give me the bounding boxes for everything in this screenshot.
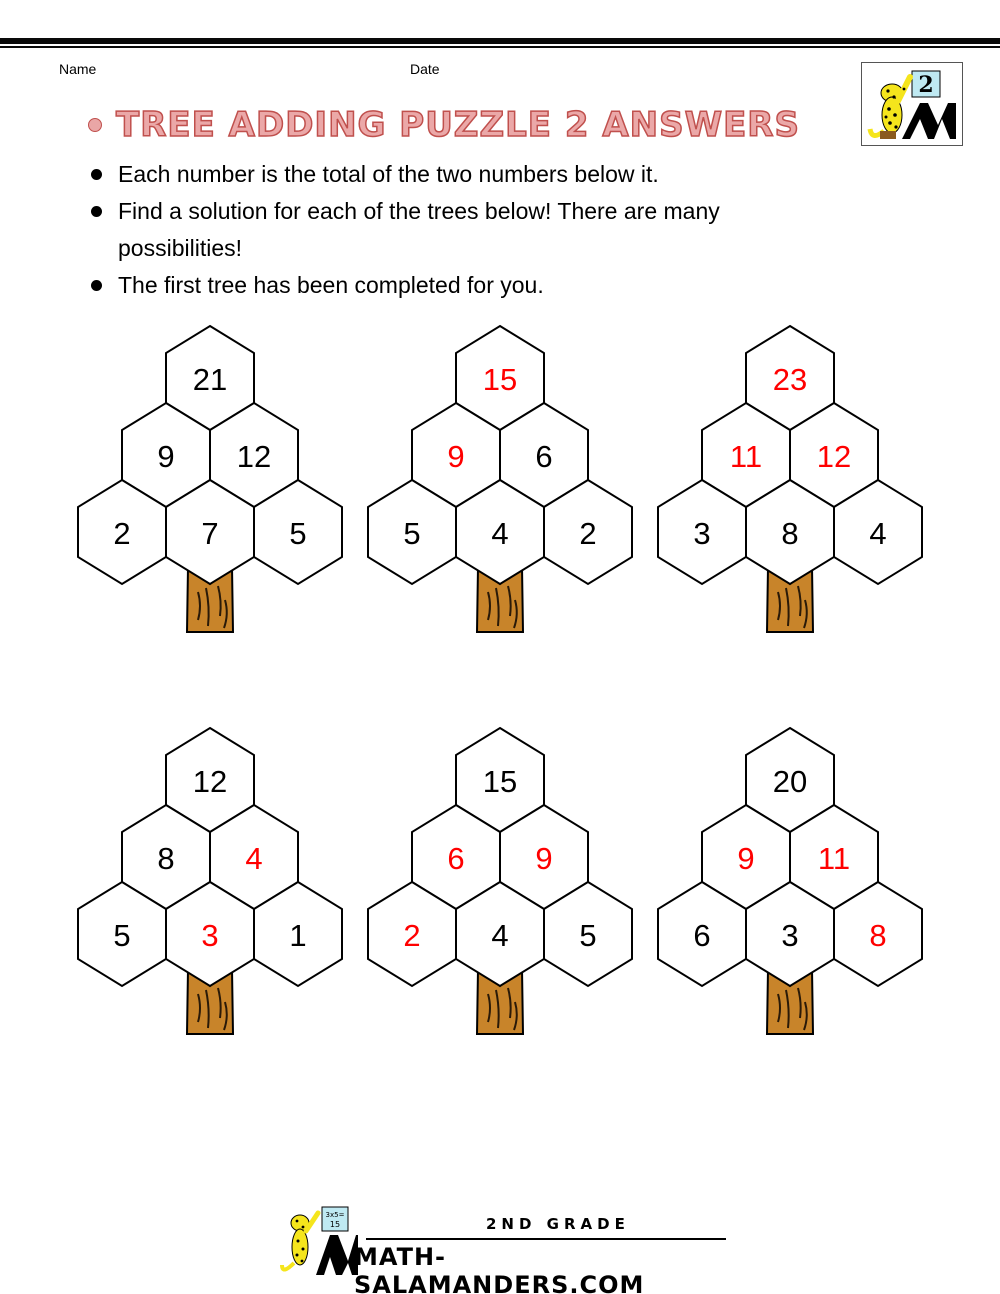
given-number: 6 [693, 918, 711, 953]
footer-logo [278, 1205, 728, 1294]
tree-puzzle-3 [650, 320, 930, 640]
answer-number: 11 [729, 439, 763, 474]
tree-puzzle-6 [650, 722, 930, 1042]
answer-number: 8 [869, 918, 887, 953]
instruction-item: The first tree has been completed for you. [88, 267, 868, 304]
footer-rule [366, 1238, 726, 1240]
svg-text:15: 15 [329, 1220, 341, 1229]
grade-logo [861, 62, 963, 146]
instruction-item: Each number is the total of the two numbers below it. [88, 156, 868, 193]
answer-number: 2 [403, 918, 421, 953]
given-number: 8 [781, 516, 799, 551]
svg-text:2: 2 [918, 72, 934, 98]
given-number: 3 [693, 516, 711, 551]
footer-grade: 2ND GRADE [486, 1215, 630, 1233]
given-number: 7 [201, 516, 219, 551]
given-number: 4 [491, 516, 509, 551]
tree-puzzle-2 [360, 320, 640, 640]
answer-number: 6 [447, 841, 465, 876]
answer-number: 11 [817, 841, 851, 876]
given-number: 12 [236, 439, 272, 474]
answer-number: 15 [482, 362, 518, 397]
salamander-footer-icon [278, 1205, 358, 1277]
given-number: 15 [482, 764, 518, 799]
answer-number: 23 [772, 362, 808, 397]
name-label: Name [59, 61, 97, 77]
tree-puzzle-1 [70, 320, 350, 640]
given-number: 8 [157, 841, 175, 876]
given-number: 4 [491, 918, 509, 953]
salamander-logo-icon [862, 63, 962, 145]
given-number: 6 [535, 439, 553, 474]
given-number: 2 [579, 516, 597, 551]
title-bullet-icon [88, 118, 102, 132]
given-number: 5 [403, 516, 421, 551]
given-number: 20 [772, 764, 808, 799]
tree-puzzle-5 [360, 722, 640, 1042]
instruction-item: Find a solution for each of the trees below! There are many possibilities! [88, 193, 848, 267]
tree-puzzle-4 [70, 722, 350, 1042]
answer-number: 9 [447, 439, 465, 474]
page-title [88, 103, 800, 147]
date-label: Date [410, 61, 440, 77]
header-rule-thin [0, 46, 1000, 48]
given-number: 3 [781, 918, 799, 953]
given-number: 12 [192, 764, 228, 799]
given-number: 1 [289, 918, 307, 953]
answer-number: 3 [201, 918, 219, 953]
given-number: 5 [113, 918, 131, 953]
given-number: 21 [192, 362, 228, 397]
footer-site-link[interactable]: MATH-SALAMANDERS.COM [354, 1243, 645, 1294]
given-number: 4 [869, 516, 887, 551]
given-number: 9 [157, 439, 175, 474]
instructions-list [88, 156, 868, 304]
given-number: 5 [579, 918, 597, 953]
svg-text:3x5=: 3x5= [325, 1211, 345, 1219]
answer-number: 12 [816, 439, 852, 474]
title-text: TREE ADDING PUZZLE 2 ANSWERS [116, 105, 800, 145]
header-rule-thick [0, 38, 1000, 44]
given-number: 5 [289, 516, 307, 551]
answer-number: 9 [737, 841, 755, 876]
given-number: 2 [113, 516, 131, 551]
answer-number: 4 [245, 841, 263, 876]
answer-number: 9 [535, 841, 553, 876]
